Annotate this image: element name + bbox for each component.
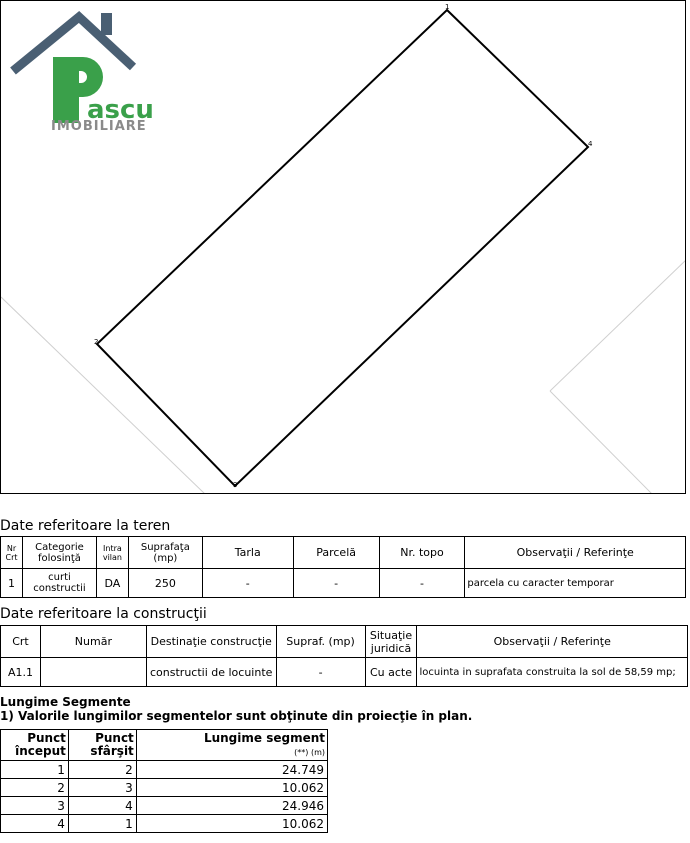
cell-end: 1 — [68, 815, 136, 833]
neighbour-boundary-left — [1, 297, 206, 494]
cell-crt: A1.1 — [1, 658, 41, 687]
cell-observatii: locuinta in suprafata construita la sol de 58,59 mp; — [417, 658, 688, 687]
col-intravilan: Intra vilan — [96, 537, 128, 569]
table-row — [1, 761, 328, 779]
col-crt: Crt — [1, 626, 41, 658]
logo-subtitle: IMOBILIARE — [51, 119, 147, 134]
table-row — [1, 779, 328, 797]
col-situatie: Situaţie juridică — [365, 626, 417, 658]
teren-header-row — [1, 537, 686, 569]
cell-suprafata: 250 — [128, 569, 202, 598]
cell-length: 24.946 — [136, 797, 327, 815]
segmente-table — [0, 729, 328, 833]
col-observatii: Observaţii / Referinţe — [465, 537, 686, 569]
point-label-1: 1 — [445, 3, 450, 11]
col-punct-sfarsit: Punct sfârşit — [68, 730, 136, 761]
col-supraf: Supraf. (mp) — [276, 626, 365, 658]
col-parcela: Parcelă — [293, 537, 379, 569]
point-label-4: 4 — [588, 140, 593, 148]
cell-numar — [40, 658, 146, 687]
col-punct-inceput: Punct început — [1, 730, 69, 761]
col-nr-crt: Nr Crt — [1, 537, 23, 569]
neighbour-boundary-right-bottom — [550, 391, 653, 494]
logo-word: ascu — [87, 95, 154, 125]
col-suprafata: Suprafaţa (mp) — [128, 537, 202, 569]
teren-table — [0, 536, 686, 598]
cell-start: 1 — [1, 761, 69, 779]
cell-observatii: parcela cu caracter temporar — [465, 569, 686, 598]
cell-supraf: - — [276, 658, 365, 687]
cell-length: 24.749 — [136, 761, 327, 779]
col-destinatie: Destinaţie construcţie — [146, 626, 276, 658]
teren-section-title: Date referitoare la teren — [0, 518, 171, 534]
cell-nr-topo: - — [379, 569, 465, 598]
cell-length: 10.062 — [136, 815, 327, 833]
table-row — [1, 569, 686, 598]
col-tarla: Tarla — [202, 537, 293, 569]
segmente-header-row — [1, 730, 328, 761]
col-categorie: Categorie folosinţă — [22, 537, 96, 569]
cell-end: 2 — [68, 761, 136, 779]
col-observatii: Observaţii / Referinţe — [417, 626, 688, 658]
col-nr-topo: Nr. topo — [379, 537, 465, 569]
lungime-unit: (**) (m) — [294, 747, 325, 757]
cell-nr: 1 — [1, 569, 23, 598]
neighbour-boundary-right-top — [550, 259, 686, 391]
constructii-header-row — [1, 626, 688, 658]
constructii-table — [0, 625, 688, 687]
cell-end: 3 — [68, 779, 136, 797]
cell-start: 4 — [1, 815, 69, 833]
lungime-header-label: Lungime segment — [203, 730, 325, 745]
cell-parcela: - — [293, 569, 379, 598]
segmente-title: Lungime Segmente — [0, 695, 131, 709]
col-numar: Număr — [40, 626, 146, 658]
segmente-note: 1) Valorile lungimilor segmentelor sunt obţinute din proiecţie în plan. — [0, 709, 473, 723]
cell-categorie: curti constructii — [22, 569, 96, 598]
cell-end: 4 — [68, 797, 136, 815]
table-row — [1, 815, 328, 833]
cell-start: 3 — [1, 797, 69, 815]
cell-destinatie: constructii de locuinte — [146, 658, 276, 687]
cell-situatie: Cu acte — [365, 658, 417, 687]
point-label-2: 2 — [94, 338, 99, 346]
cell-start: 2 — [1, 779, 69, 797]
cell-length: 10.062 — [136, 779, 327, 797]
col-lungime — [136, 730, 327, 761]
table-row — [1, 797, 328, 815]
cell-intravilan: DA — [96, 569, 128, 598]
constructii-section-title: Date referitoare la construcţii — [0, 606, 207, 622]
point-label-3: 3 — [233, 481, 238, 489]
pascu-logo — [9, 9, 174, 139]
cell-tarla: - — [202, 569, 293, 598]
table-row — [1, 658, 688, 687]
